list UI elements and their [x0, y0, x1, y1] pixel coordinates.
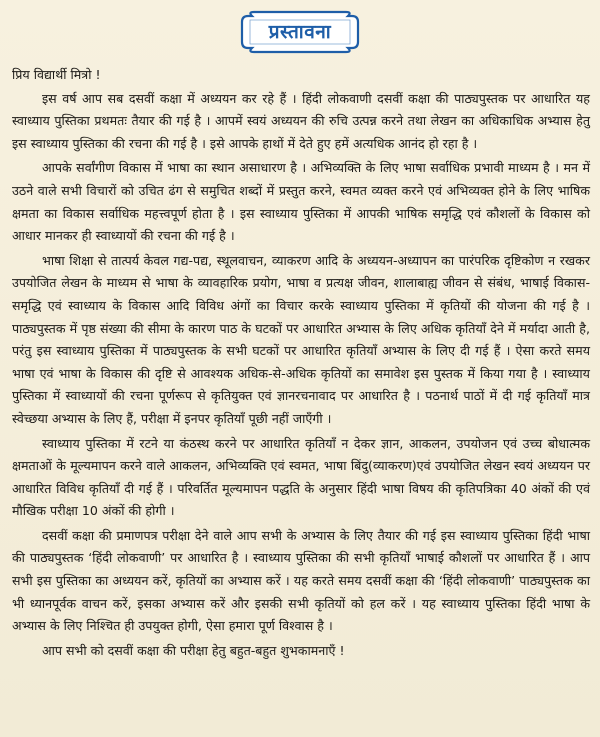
paragraph-5: दसवीं कक्षा की प्रमाणपत्र परीक्षा देने वाले आप सभी के अभ्यास के लिए तैयार की गई इस स्वाध्याय पुस्तिका हिंदी भाषा की पाठ्यपुस्तक ‘हिंदी लोकवाणी’ पर आधारित है । स्वाध्याय पुस्तिका की सभी कृतियाँ भाषाई कौशलों पर आधारित हैं । आप सभी इस पुस्तिका का अध्ययन करें, कृतियों का अभ्यास करें । यह करते समय दसवीं कक्षा की ‘हिंदी लोकवाणी’ पाठ्यपुस्तक का भी ध्यानपूर्वक वाचन करें, इसका अभ्यास करें और इसकी सभी कृतियों को हल करें । यह स्वाध्याय पुस्तिका हिंदी भाषा के अभ्यास के लिए निश्चित ही उपयुक्त होगी, ऐसा हमारा पूर्ण विश्वास है । — [12, 527, 590, 634]
paragraph-2: आपके सर्वांगीण विकास में भाषा का स्थान असाधारण है । अभिव्यक्ति के लिए भाषा सर्वाधिक प्रभावी माध्यम है । मन में उठने वाले सभी विचारों को उचित ढंग से समुचित शब्दों में प्रस्तुत करने, स्वमत व्यक्त करने एवं अभिव्यक्त होने के लिए भाषिक क्षमता का विकास सर्वाधिक महत्त्वपूर्ण होता है । इस स्वाध्याय पुस्तिका में आपकी भाषिक समृद्धि एवं कौशलों के विकास को आधार मानकर ही स्वाध्यायों की रचना की गई है । — [12, 160, 590, 244]
salutation: प्रिय विद्यार्थी मित्रो ! — [12, 67, 101, 82]
paragraph-1: इस वर्ष आप सब दसवीं कक्षा में अध्ययन कर रहे हैं । हिंदी लोकवाणी दसवीं कक्षा की पाठ्यपुस्तक पर आधारित यह स्वाध्याय पुस्तिका प्रथमतः तैयार की गई है । आपमें स्वयं अध्ययन की रुचि उत्पन्न करने तथा लेखन का अधिकाधिक अभ्यास हेतु इस स्वाध्याय पुस्तिका की रचना की गई है । इसे आपके हाथों में देते हुए हमें अत्यधिक आनंद हो रहा है । — [12, 90, 590, 151]
paragraph-4: स्वाध्याय पुस्तिका में रटने या कंठस्थ करने पर आधारित कृतियाँ न देकर ज्ञान, आकलन, उपयोजन एवं उच्च बोधात्मक क्षमताओं के मूल्यमापन करने वाले आकलन, अभिव्यक्ति एवं स्वमत, भाषा बिंदु(व्याकरण)एवं उपयोजित लेखन स्वयं अध्ययन पर आधारित विविध कृतियाँ दी गई हैं । परिवर्तित मूल्यमापन पद्धति के अनुसार हिंदी भाषा विषय की कृतिपत्रिका 40 अंकों की एवं मौखिक परीक्षा 10 अंकों की होगी । — [12, 435, 591, 519]
paragraph-3: भाषा शिक्षा से तात्पर्य केवल गद्य-पद्य, स्थूलवाचन, व्याकरण आदि के अध्ययन-अध्यापन का पारंपरिक दृष्टिकोण न रखकर उपयोजित लेखन के माध्यम से भाषा के व्यावहारिक प्रयोग, भाषा व प्रत्यक्ष जीवन, शालाबाह्य जीवन से संबंध, भाषाई विकास-समृद्धि एवं स्वाध्याय के विकास आदि विविध अंगों का विचार करके स्वाध्याय पुस्तिका में कृतियों की योजना की गई है । पाठ्यपुस्तक में पृष्ठ संख्या की सीमा के कारण पाठ के घटकों पर आधारित अभ्यास के लिए अधिक कृतियाँ देने में मर्यादा आती है, परंतु इस स्वाध्याय पुस्तिका में पाठ्यपुस्तक के सभी घटकों पर आधारित कृतियाँ अभ्यास के लिए दी गई हैं । ऐसा करते समय भाषा एवं भाषा के विकास की दृष्टि से आवश्यक अधिक-से-अधिक कृतियों का समावेश इस पुस्तक में किया गया है । स्वाध्याय पुस्तिका में स्वाध्यायों की रचना पूर्णरूप से कृतियुक्त एवं ज्ञानरचनावाद पर आधारित है । पठनार्थ पाठों में दी गई कृतियाँ मात्र स्वेच्छया अभ्यास के लिए हैं, परीक्षा में इनपर कृतियाँ पूछी नहीं जाएँगी । — [12, 252, 590, 426]
closing-wishes: आप सभी को दसवीं कक्षा की परीक्षा हेतु बहुत-बहुत शुभकामनाएँ ! — [42, 642, 345, 658]
title-banner — [0, 10, 600, 54]
page-title: प्रस्तावना — [268, 21, 332, 43]
preface-body — [12, 64, 590, 662]
